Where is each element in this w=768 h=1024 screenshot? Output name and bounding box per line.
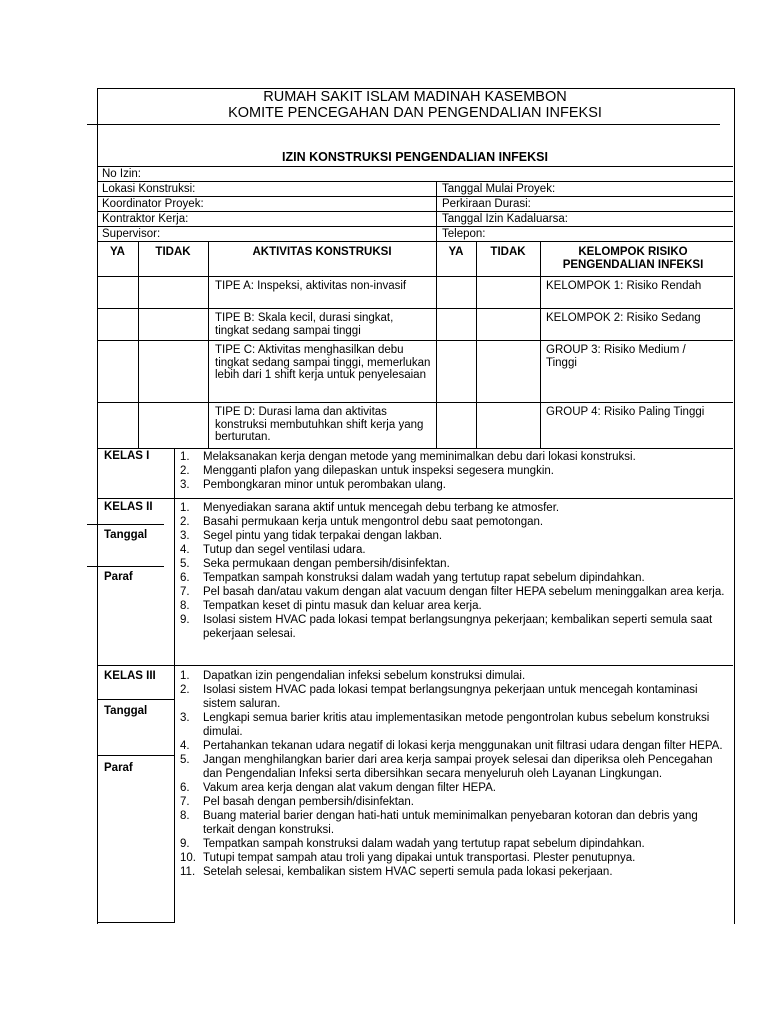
divider [97, 498, 733, 499]
divider [97, 276, 733, 277]
kelas-2-list [174, 501, 730, 641]
field-tanggal-kadaluarsa[interactable]: Tanggal Izin Kadaluarsa: [442, 213, 568, 225]
list-item: 8. Tempatkan keset di pintu masuk dan keluar area kerja. [180, 600, 482, 612]
list-item: 4. Tutup dan segel ventilasi udara. [180, 544, 366, 556]
list-item: 7. Pel basah dan/atau vakum dengan alat vacuum dengan filter HEPA sebelum meninggalkan area kerja. [180, 586, 725, 598]
list-item: 3. Pembongkaran minor untuk perombakan ulang. [180, 479, 446, 491]
list-item: 5. Seka permukaan dengan pembersih/disinfektan. [180, 558, 450, 570]
list-item: 3. Segel pintu yang tidak terpakai dengan lakban. [180, 530, 443, 542]
kelas-2-label: KELAS II [104, 501, 153, 513]
header-rule [87, 124, 720, 125]
list-item: 10. Tutupi tempat sampah atau troli yang dipakai untuk transportasi. Plester penutupnya. [180, 852, 636, 864]
field-kontraktor-kerja[interactable]: Kontraktor Kerja: [102, 213, 189, 225]
activity-tipe-d: TIPE D: Durasi lama dan aktivitas konstruksi membutuhkan shift kerja yang berturutan. [215, 406, 424, 443]
divider [97, 241, 733, 242]
list-item: 3. Lengkapi semua barier kritis atau implementasikan metode pengontrolan kubus sebelum konstruksi dimulai. [180, 712, 710, 738]
field-perkiraan-durasi[interactable]: Perkiraan Durasi: [442, 198, 531, 210]
paraf-line [87, 566, 164, 567]
list-item: 9. Isolasi sistem HVAC pada lokasi tempat berlangsungnya pekerjaan; kembalikan seperti semula saat pekerjaan selesai. [180, 614, 713, 640]
list-item: 9. Tempatkan sampah konstruksi dalam wadah yang tertutup rapat sebelum dipindahkan. [180, 838, 645, 850]
risk-group-2: KELOMPOK 2: Risiko Sedang [546, 312, 701, 324]
list-item: 2. Basahi permukaan kerja untuk mengontrol debu saat pemotongan. [180, 516, 544, 528]
activity-tipe-a: TIPE A: Inspeksi, aktivitas non-invasif [215, 280, 407, 292]
divider [97, 166, 733, 167]
list-item: 4. Pertahankan tekanan udara negatif di lokasi kerja menggunakan unit filtrasi udara dengan filter HEPA. [180, 740, 723, 752]
divider [97, 226, 733, 227]
form-title: IZIN KONSTRUKSI PENGENDALIAN INFEKSI [282, 150, 548, 164]
field-telepon[interactable]: Telepon: [442, 228, 486, 240]
divider [476, 241, 477, 448]
list-item: 7. Pel basah dengan pembersih/disinfektan. [180, 796, 414, 808]
kelas-3-paraf[interactable]: Paraf [104, 762, 133, 774]
divider [97, 340, 733, 341]
divider [138, 241, 139, 448]
list-item: 8. Buang material barier dengan hati-hati untuk meminimalkan penyebaran kotoran dan debris yang terkait dengan konstruksi. [180, 810, 698, 836]
kelas-1-label: KELAS I [104, 450, 150, 462]
list-item: 6. Tempatkan sampah konstruksi dalam wadah yang tertutup rapat sebelum dipindahkan. [180, 572, 645, 584]
col-ya: YA [110, 246, 125, 258]
field-lokasi-konstruksi[interactable]: Lokasi Konstruksi: [102, 183, 196, 195]
list-item: 5. Jangan menghilangkan barier dari area kerja sampai proyek selesai dan diperiksa oleh Pencegahan dan Pengendalian Infeksi serta dibersihkan secara menyeluruh oleh Layanan Lingkungan. [180, 754, 713, 780]
col-kelompok-risiko: KELOMPOK RISIKO PENGENDALIAN INFEKSI [562, 246, 704, 271]
divider [97, 308, 733, 309]
divider [436, 241, 437, 448]
paraf-line [97, 755, 174, 756]
kelas-3-tanggal[interactable]: Tanggal [104, 705, 148, 717]
divider [97, 665, 733, 666]
col-tidak: TIDAK [155, 246, 191, 258]
activity-tipe-c: TIPE C: Aktivitas menghasilkan debu tingkat sedang sampai tinggi, memerlukan lebih dari 1 shift kerja untuk penyelesaian [215, 344, 431, 381]
list-item: 1. Menyediakan sarana aktif untuk mencegah debu terbang ke atmosfer. [180, 502, 560, 514]
divider [436, 181, 437, 241]
col-tidak-2: TIDAK [490, 246, 526, 258]
list-item: 6. Vakum area kerja dengan alat vakum dengan filter HEPA. [180, 782, 496, 794]
field-tanggal-mulai[interactable]: Tanggal Mulai Proyek: [442, 183, 556, 195]
list-item: 1. Melaksanakan kerja dengan metode yang meminimalkan debu dari lokasi konstruksi. [180, 451, 636, 463]
divider [97, 922, 174, 923]
committee-name: KOMITE PENCEGAHAN DAN PENGENDALIAN INFEKSI [228, 105, 602, 121]
divider [97, 448, 733, 449]
divider [540, 241, 541, 448]
risk-group-1: KELOMPOK 1: Risiko Rendah [546, 280, 702, 292]
divider [97, 402, 733, 403]
col-aktivitas-konstruksi: AKTIVITAS KONSTRUKSI [252, 246, 392, 258]
list-item: 2. Isolasi sistem HVAC pada lokasi tempat berlangsungnya pekerjaan untuk mencegah kontaminasi sistem saluran. [180, 684, 698, 710]
kelas-3-list [174, 669, 730, 879]
kelas-3-label: KELAS III [104, 670, 156, 682]
list-item: 1. Dapatkan izin pengendalian infeksi sebelum konstruksi dimulai. [180, 670, 526, 682]
tanggal-line [97, 699, 174, 700]
field-koordinator-proyek[interactable]: Koordinator Proyek: [102, 198, 204, 210]
hospital-name: RUMAH SAKIT ISLAM MADINAH KASEMBON [263, 89, 567, 105]
kelas-2-tanggal[interactable]: Tanggal [104, 529, 148, 541]
risk-group-4: GROUP 4: Risiko Paling Tinggi [546, 406, 705, 418]
kelas-2-paraf[interactable]: Paraf [104, 571, 133, 583]
list-item: 2. Mengganti plafon yang dilepaskan untuk inspeksi segesera mungkin. [180, 465, 554, 477]
col-ya-2: YA [448, 246, 464, 258]
list-item: 11. Setelah selesai, kembalikan sistem HVAC seperti semula pada lokasi pekerjaan. [180, 866, 613, 878]
activity-tipe-b: TIPE B: Skala kecil, durasi singkat, tingkat sedang sampai tinggi [215, 312, 394, 337]
risk-group-3: GROUP 3: Risiko Medium / Tinggi [546, 344, 686, 369]
kelas-1-list [174, 450, 730, 492]
divider [97, 211, 733, 212]
field-no-izin[interactable]: No Izin: [102, 168, 141, 180]
divider [208, 241, 209, 448]
tanggal-line [87, 524, 164, 525]
field-supervisor[interactable]: Supervisor: [102, 228, 161, 240]
